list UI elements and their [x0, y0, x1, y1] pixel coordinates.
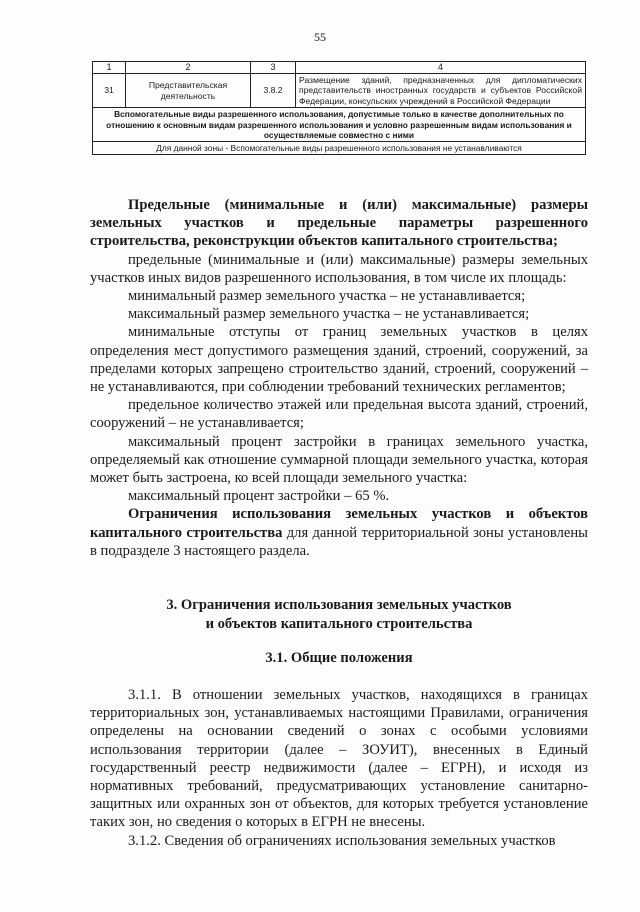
paragraph-floors: предельное количество этажей или предельная высота зданий, строений, сооружений – не устанавливается;	[90, 397, 588, 432]
restrictions-rest-text: для данной территориальной зоны установлены в подразделе 3 настоящего раздела.	[90, 524, 588, 559]
header-cell-1: 1	[93, 62, 126, 74]
table-header-row	[93, 62, 586, 74]
header-cell-3: 3	[251, 62, 296, 74]
section-title: Вспомогательные виды разрешенного использования, допустимые только в качестве дополнительных по отношению к основным видам разрешенного использования и условно разрешенным видам использования и осуществляемые совместно с ними	[93, 108, 586, 142]
paragraph-min-size: минимальный размер земельного участка – не устанавливается;	[128, 288, 526, 305]
paragraph-sizes: предельные (минимальные и (или) максимальные) размеры земельных участков иных видов разрешенного использования, в том числе их площадь:	[90, 251, 588, 286]
section-3-heading-line2: и объектов капитального строительства	[205, 615, 473, 632]
header-cell-2: 2	[126, 62, 251, 74]
paragraph-coverage: максимальный процент застройки в границах земельного участка, определяемый как отношение суммарной площади земельного участка, которая может быть застроена, ко всей площади земельного участка:	[90, 433, 588, 487]
paragraph-limits-heading: Предельные (минимальные и (или) максимальные) размеры земельных участков и предельные параметры разрешенного строительства, реконструкции объектов капитального строительства;	[90, 197, 588, 250]
section-row	[93, 108, 586, 142]
note-row	[93, 142, 586, 155]
table-row	[93, 73, 586, 107]
general-provisions-text	[90, 686, 588, 850]
section-note: Для данной зоны - Вспомогательные виды разрешенного использования не устанавливаются	[93, 142, 586, 155]
row-number: 31	[93, 73, 126, 107]
row-use-name: Представительская деятельность	[126, 73, 251, 107]
paragraph-coverage-value: максимальный процент застройки – 65 %.	[128, 488, 390, 505]
row-description: Размещение зданий, предназначенных для дипломатических представительств иностранных государств и субъектов Российской Федерации, консульских учреждений в Российской Федерации	[296, 73, 586, 107]
paragraph-3-1-1: 3.1.1. В отношении земельных участков, находящихся в границах территориальных зон, устанавливаемых настоящими Правилами, ограничения определены на основании сведений о зонах с особыми условиями использования территории (далее – ЗОУИТ), внесенных в Единый государственный реестр недвижимости (далее – ЕГРН), и исходя из нормативных требований, предусматривающих установление санитарно-защитных или охранных зон от объектов, для которых требуется установление таких зон, но сведения о которых в ЕГРН не внесены.	[90, 687, 588, 831]
subsection-heading-block	[90, 649, 588, 668]
paragraph-restrictions	[90, 505, 588, 560]
land-use-table	[92, 61, 586, 155]
header-cell-4: 4	[296, 62, 586, 74]
paragraph-max-size: максимальный размер земельного участка – не устанавливается;	[128, 306, 530, 323]
page-number: 55	[314, 30, 326, 44]
section-3-heading-block	[90, 596, 588, 633]
paragraph-3-1-2: 3.1.2. Сведения об ограничениях использования земельных участков	[128, 832, 556, 849]
section-3-heading-line1: 3. Ограничения использования земельных участков	[166, 597, 512, 613]
restrictions-bold-text: Ограничения использования земельных участков и объектов капитального строительства	[90, 506, 588, 541]
row-use-code: 3.8.2	[251, 73, 296, 107]
regulations-text	[90, 196, 588, 560]
subsection-3-1-heading: 3.1. Общие положения	[265, 650, 413, 666]
paragraph-setbacks: минимальные отступы от границ земельных участков в целях определения мест допустимого размещения зданий, строений, сооружений, за пределами которых запрещено строительство зданий, строений, сооружений – не устанавливаются, при соблюдении требований технических регламентов;	[90, 324, 588, 396]
